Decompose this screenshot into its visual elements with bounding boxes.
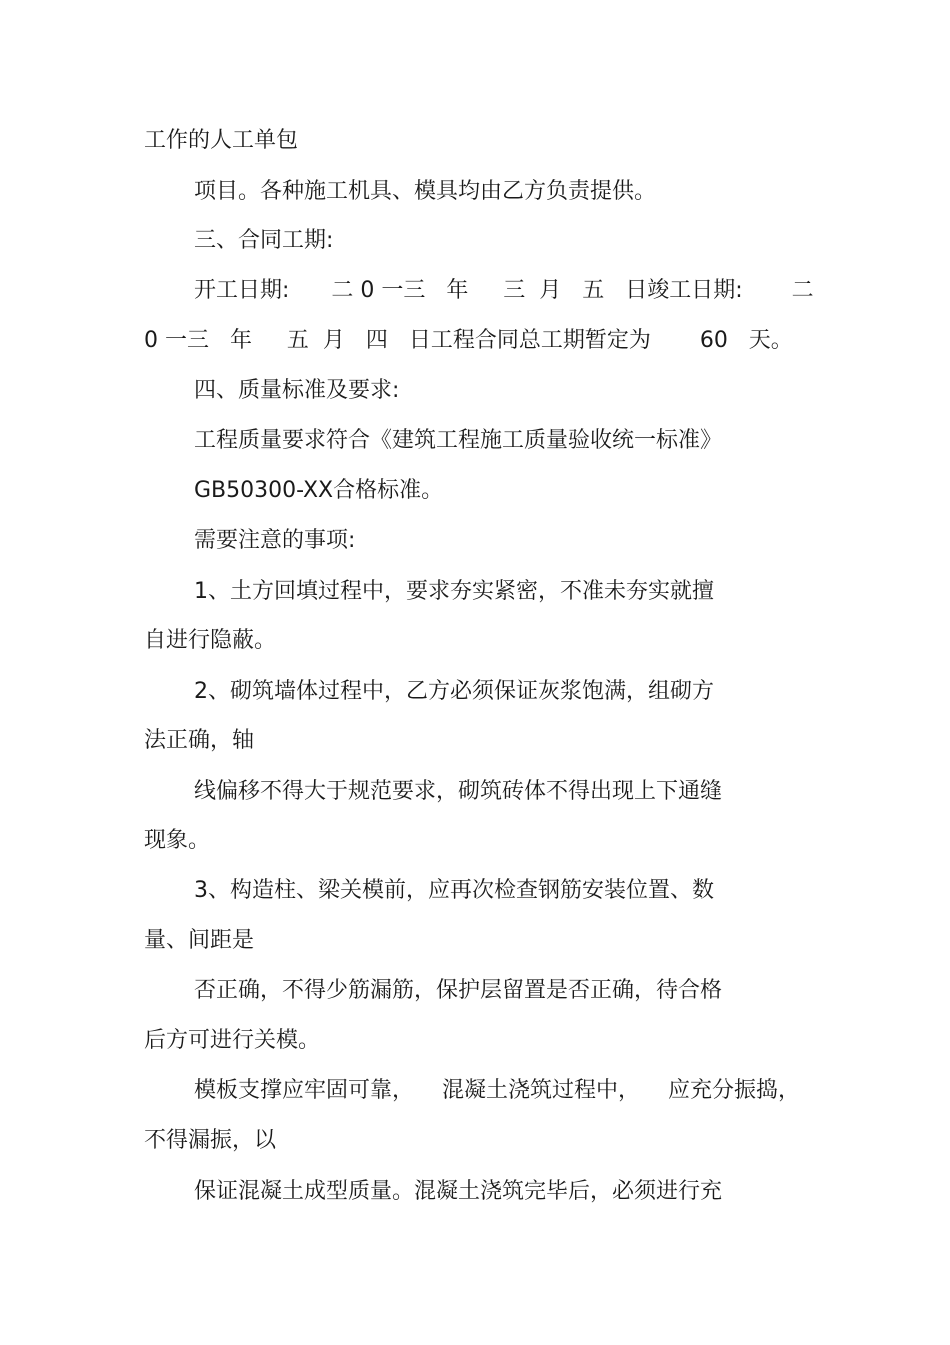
text-line-21: 不得漏振，以 — [144, 1128, 277, 1153]
text-line-8: GB50300-XX合格标准。 — [194, 478, 444, 503]
text-line-15: 现象。 — [144, 828, 211, 853]
text-line-20: 模板支撑应牢固可靠， 混凝土浇筑过程中， 应充分振捣， — [194, 1078, 800, 1103]
text-line-13: 法正确，轴 — [144, 728, 255, 753]
text-line-19: 后方可进行关模。 — [144, 1028, 321, 1053]
text-line-18: 否正确，不得少筋漏筋，保护层留置是否正确，待合格 — [194, 978, 723, 1003]
text-line-17: 量、间距是 — [144, 928, 255, 953]
text-line-12: 2、砌筑墙体过程中，乙方必须保证灰浆饱满，组砌方 — [194, 679, 714, 704]
text-line-7: 工程质量要求符合《建筑工程施工质量验收统一标准》 — [194, 428, 723, 453]
text-line-14: 线偏移不得大于规范要求，砌筑砖体不得出现上下通缝 — [194, 779, 723, 804]
text-line-5: 0 一三 年 五 月 四 日工程合同总工期暂定为 60 天。 — [144, 328, 793, 353]
text-line-1: 工作的人工单包 — [144, 128, 299, 153]
section-heading-notes: 需要注意的事项: — [194, 528, 356, 553]
text-line-16: 3、构造柱、梁关模前，应再次检查钢筋安装位置、数 — [194, 878, 714, 903]
text-line-2: 项目。各种施工机具、模具均由乙方负责提供。 — [194, 179, 657, 204]
text-line-22: 保证混凝土成型质量。混凝土浇筑完毕后，必须进行充 — [194, 1179, 723, 1204]
section-heading-quality-standard: 四、质量标准及要求: — [194, 378, 400, 403]
text-line-11: 自进行隐蔽。 — [144, 628, 277, 653]
text-line-4: 开工日期: 二 0 一三 年 三 月 五 日竣工日期: 二 — [194, 278, 814, 303]
section-heading-contract-period: 三、合同工期: — [194, 228, 334, 253]
text-line-10: 1、土方回填过程中，要求夯实紧密，不准未夯实就擅 — [194, 579, 714, 604]
